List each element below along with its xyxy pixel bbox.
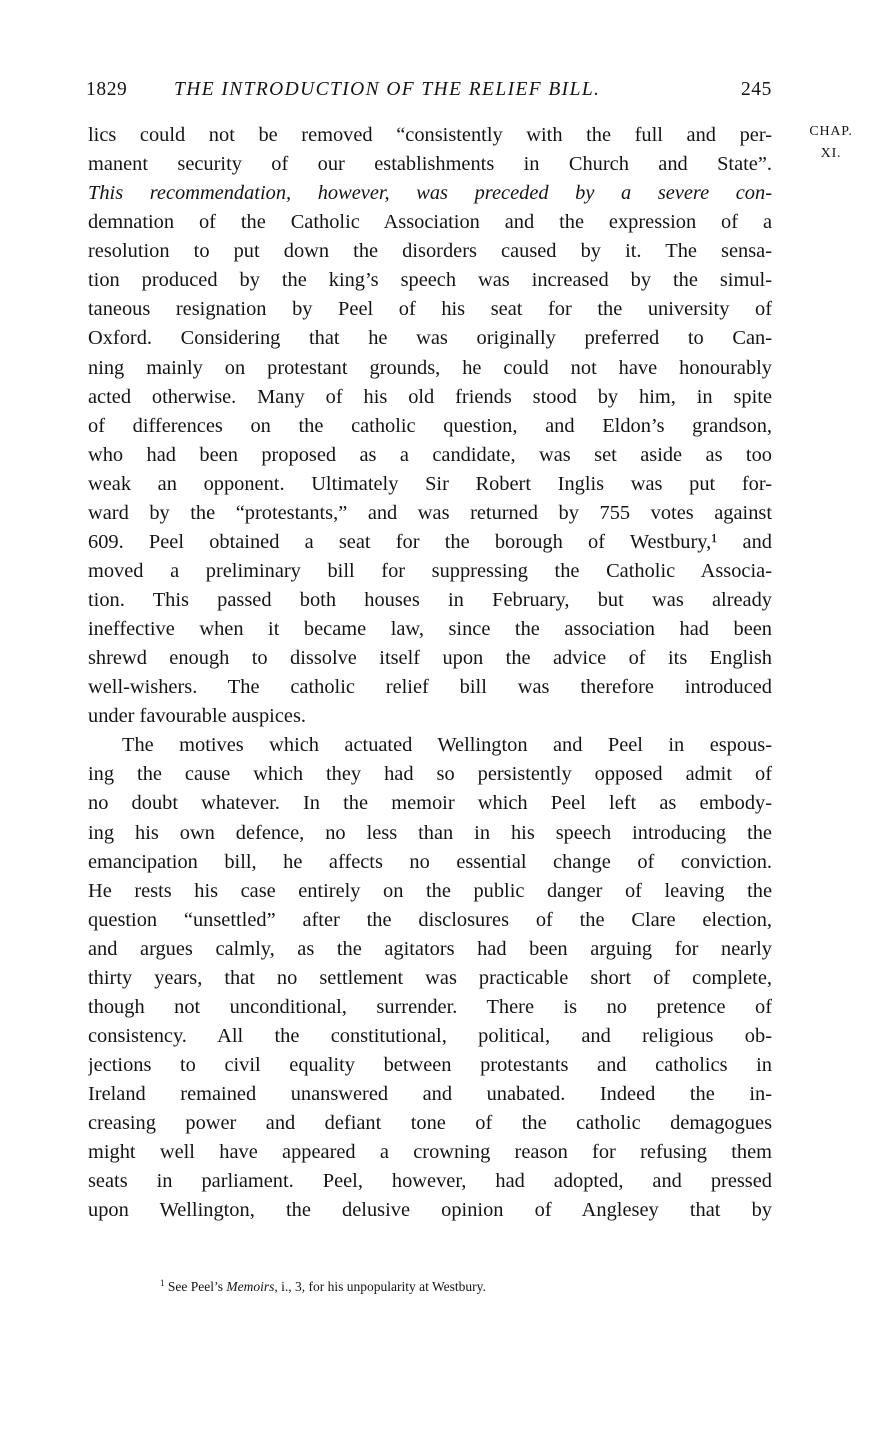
text-line: ward by the “protestants,” and was returned by 755 votes against bbox=[88, 501, 772, 524]
paragraph-first-line: The motives which actuated Wellington and Peel in espous- bbox=[122, 734, 772, 757]
header-year: 1829 bbox=[86, 79, 128, 100]
text-line: acted otherwise. Many of his old friends stood by him, in spite bbox=[88, 385, 772, 408]
header-title: THE INTRODUCTION OF THE RELIEF BILL. bbox=[174, 79, 601, 100]
text-line: and argues calmly, as the agitators had been arguing for nearly bbox=[88, 937, 772, 960]
text-line: might well have appeared a crowning reason for refusing them bbox=[88, 1141, 772, 1164]
text-line: 609. Peel obtained a seat for the borough of Westbury,¹ and bbox=[88, 530, 772, 553]
text-line: ing his own defence, no less than in his speech introducing the bbox=[88, 821, 772, 844]
text-line: well-wishers. The catholic relief bill was therefore introduced bbox=[88, 676, 772, 699]
chapter-label: CHAP. bbox=[809, 124, 853, 139]
text-line: ing the cause which they had so persistently opposed admit of bbox=[88, 763, 772, 786]
text-line: seats in parliament. Peel, however, had adopted, and pressed bbox=[88, 1170, 772, 1193]
text-line: moved a preliminary bill for suppressing the Catholic Associa- bbox=[88, 559, 772, 582]
text-line: of differences on the catholic question, and Eldon’s grandson, bbox=[88, 414, 772, 437]
footnote-marker: 1 bbox=[160, 1278, 165, 1288]
footnote-text-after: , i., 3, for his unpopularity at Westbury. bbox=[274, 1279, 486, 1294]
text-line: weak an opponent. Ultimately Sir Robert Inglis was put for- bbox=[88, 472, 772, 495]
chapter-number: XI. bbox=[820, 146, 842, 161]
text-line: taneous resignation by Peel of his seat for the university of bbox=[88, 298, 772, 321]
text-line: resolution to put down the disorders caused by it. The sensa- bbox=[88, 240, 772, 263]
text-line: tion produced by the king’s speech was increased by the simul- bbox=[88, 269, 772, 292]
text-line: This recommendation, however, was preceded by a severe con- bbox=[88, 182, 772, 205]
text-line: manent security of our establishments in Church and State”. bbox=[88, 153, 772, 176]
text-line: ning mainly on protestant grounds, he could not have honourably bbox=[88, 356, 772, 379]
text-line: consistency. All the constitutional, political, and religious ob- bbox=[88, 1024, 772, 1047]
text-line: though not unconditional, surrender. There is no pretence of bbox=[88, 995, 772, 1018]
text-line: ineffective when it became law, since the association had been bbox=[88, 618, 772, 641]
text-line: emancipation bill, he affects no essential change of conviction. bbox=[88, 850, 772, 873]
text-line: demnation of the Catholic Association and the expression of a bbox=[88, 211, 772, 234]
text-line: jections to civil equality between protestants and catholics in bbox=[88, 1054, 772, 1076]
text-line: tion. This passed both houses in February, but was already bbox=[88, 589, 772, 611]
text-line: Oxford. Considering that he was originally preferred to Can- bbox=[88, 327, 772, 350]
page-number: 245 bbox=[740, 79, 772, 100]
chapter-margin-note bbox=[800, 121, 862, 165]
footnote-work-title: Memoirs bbox=[226, 1279, 275, 1294]
text-line: creasing power and defiant tone of the catholic demagogues bbox=[88, 1112, 772, 1135]
text-line: question “unsettled” after the disclosures of the Clare election, bbox=[88, 908, 772, 931]
text-line: Ireland remained unanswered and unabated. Indeed the in- bbox=[88, 1083, 772, 1106]
text-line: thirty years, that no settlement was practicable short of complete, bbox=[88, 966, 772, 989]
text-line: shrewd enough to dissolve itself upon the advice of its English bbox=[88, 647, 772, 670]
paragraph-last-line: under favourable auspices. bbox=[88, 705, 306, 728]
body-text bbox=[88, 121, 772, 1225]
text-line: who had been proposed as a candidate, was set aside as too bbox=[88, 443, 772, 466]
running-header bbox=[86, 76, 772, 104]
footnote-text-before: See Peel’s bbox=[167, 1279, 223, 1294]
text-line: no doubt whatever. In the memoir which Peel left as embody- bbox=[88, 792, 772, 815]
text-line: upon Wellington, the delusive opinion of Anglesey that by bbox=[88, 1199, 772, 1222]
text-line: lics could not be removed “consistently with the full and per- bbox=[88, 124, 772, 146]
text-line: He rests his case entirely on the public danger of leaving the bbox=[88, 879, 772, 902]
footnote bbox=[160, 1273, 760, 1297]
